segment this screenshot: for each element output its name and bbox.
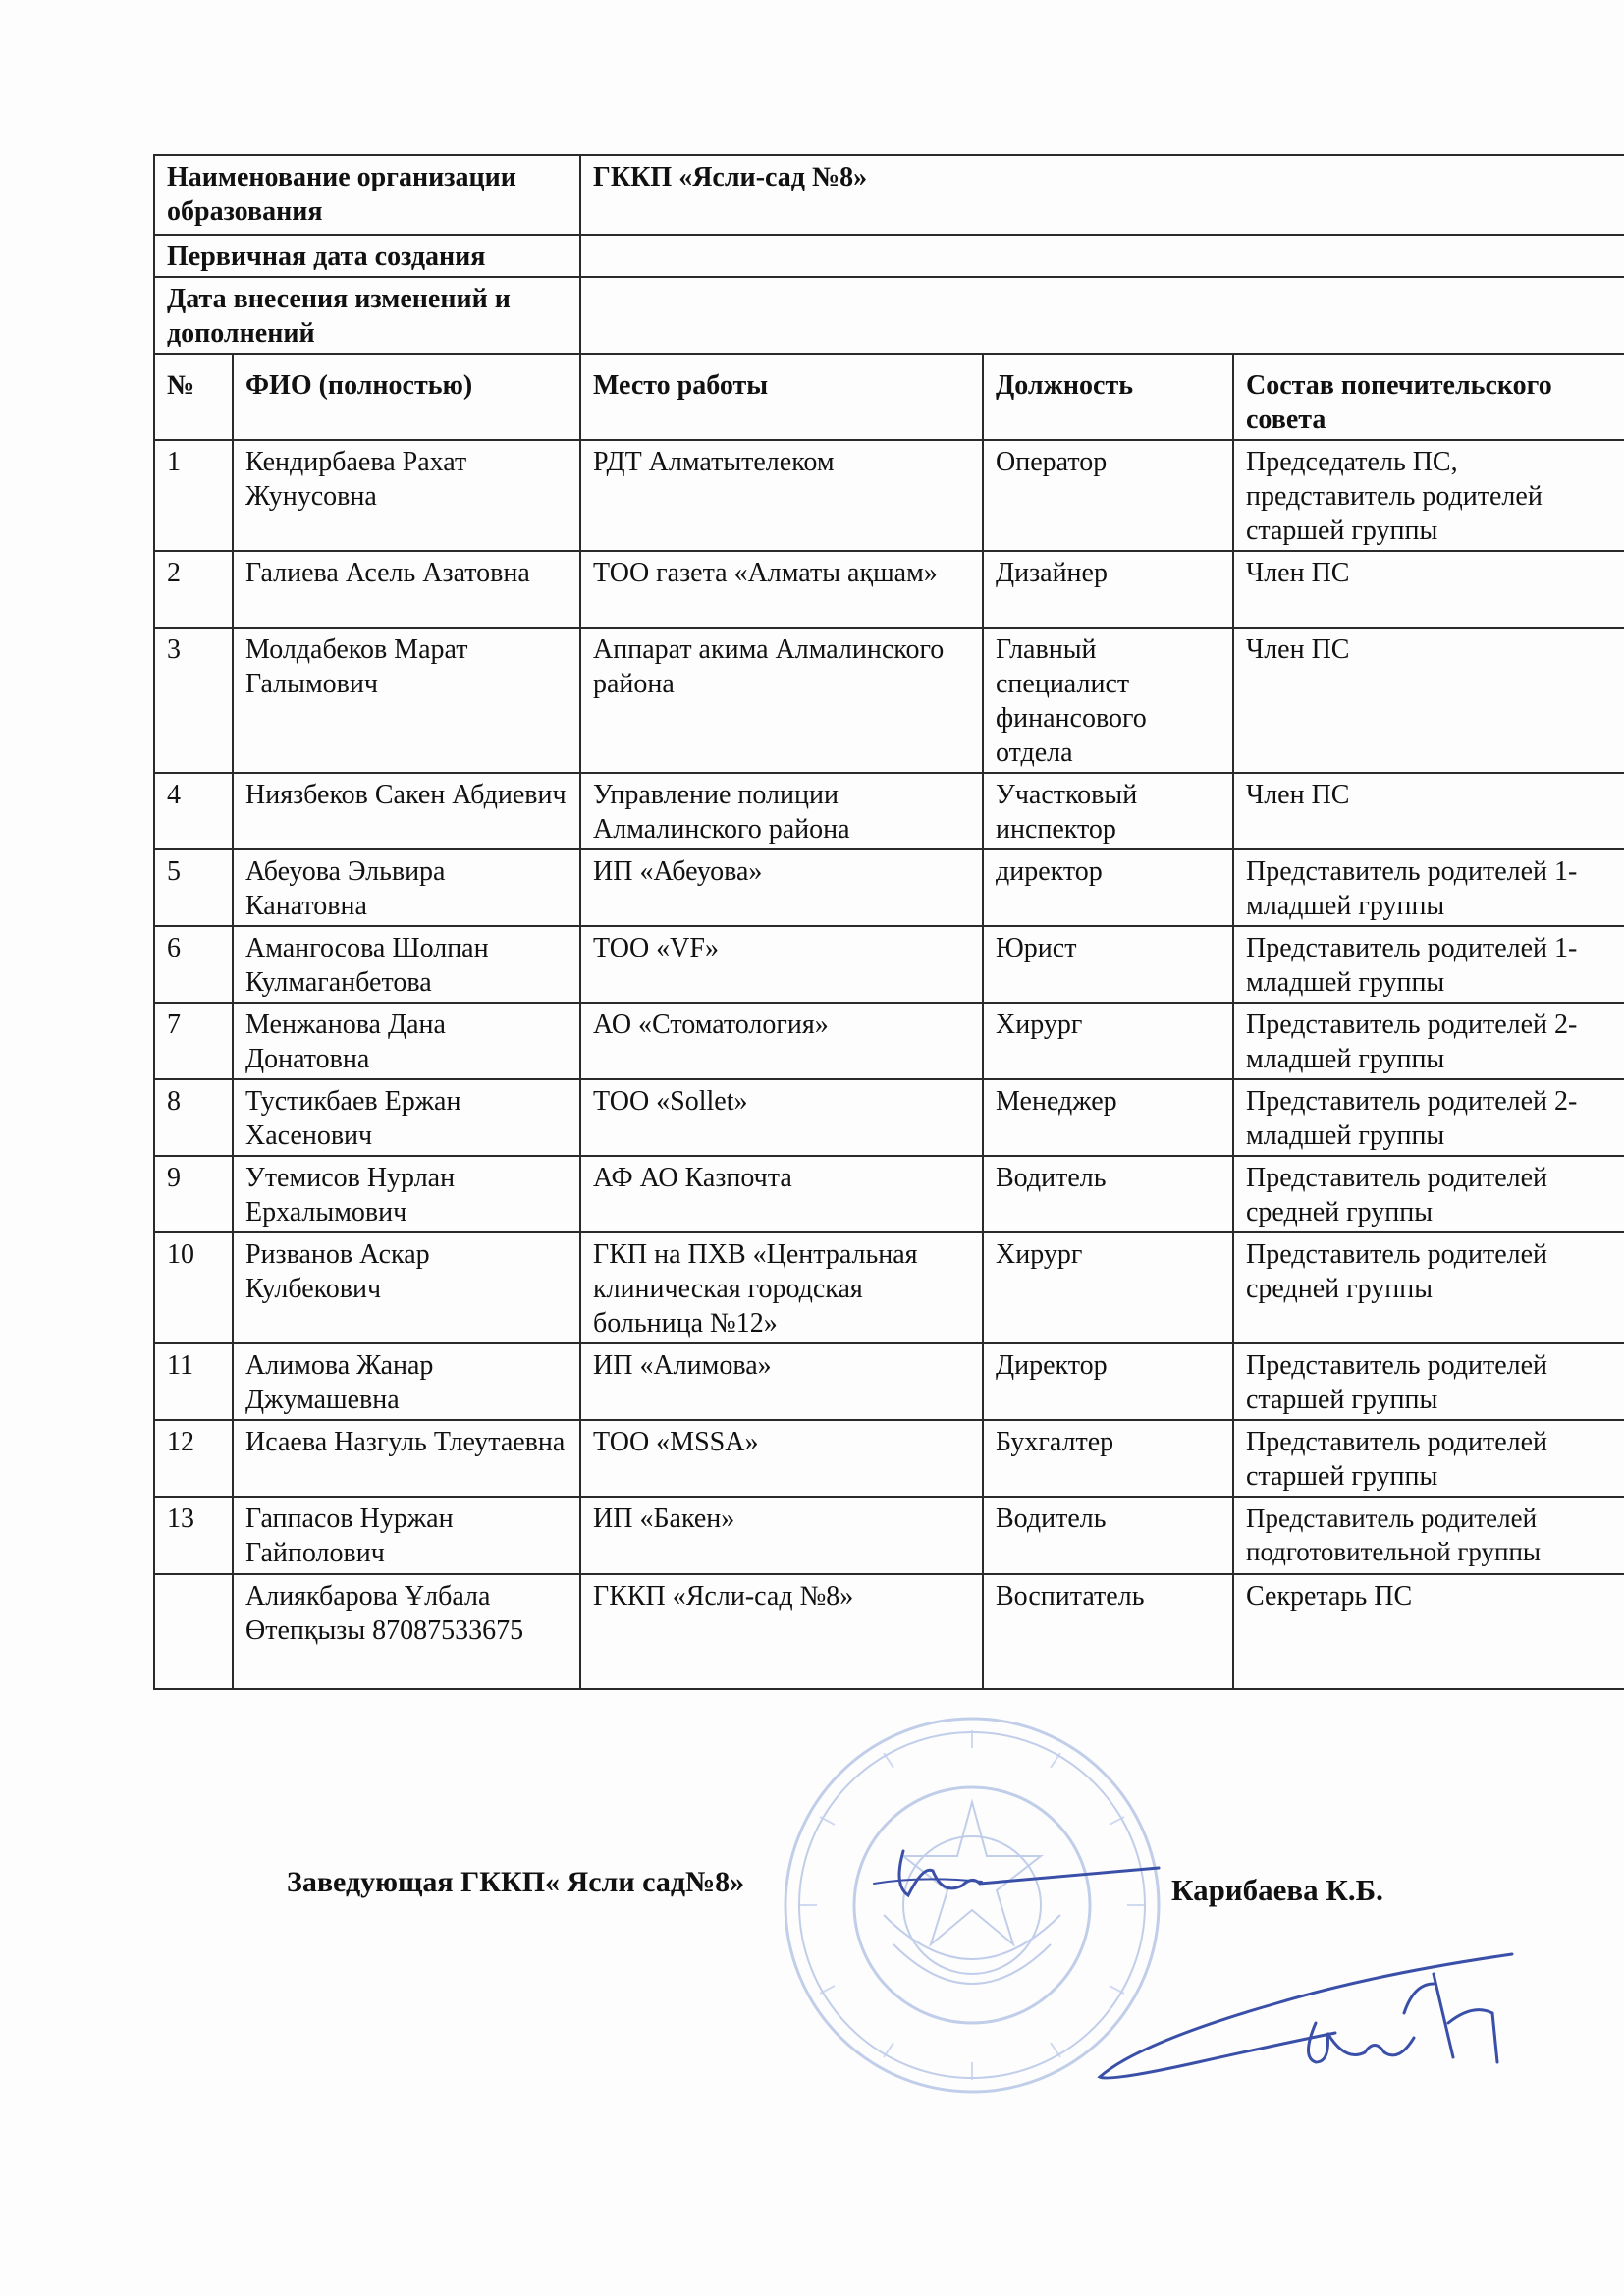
cell-work: ГККП «Ясли-сад №8» bbox=[580, 1574, 983, 1689]
cell-fio: Гаппасов Нуржан Гайполович bbox=[233, 1497, 580, 1574]
cell-position: Главный специалист финансового отдела bbox=[983, 628, 1233, 773]
cell-work: Управление полиции Алмалинского района bbox=[580, 773, 983, 849]
cell-num: 7 bbox=[154, 1003, 233, 1079]
changes-value bbox=[580, 277, 1624, 354]
table-row bbox=[154, 1343, 1624, 1420]
cell-work: ИП «Бакен» bbox=[580, 1497, 983, 1574]
cell-fio: Менжанова Дана Донатовна bbox=[233, 1003, 580, 1079]
column-header-row bbox=[154, 354, 1624, 440]
cell-council: Представитель родителей 2- младшей группы bbox=[1233, 1079, 1624, 1156]
cell-council: Секретарь ПС bbox=[1233, 1574, 1624, 1689]
cell-work: ТОО «VF» bbox=[580, 926, 983, 1003]
cell-work: ТОО газета «Алматы ақшам» bbox=[580, 551, 983, 628]
cell-council: Член ПС bbox=[1233, 773, 1624, 849]
cell-num: 6 bbox=[154, 926, 233, 1003]
cell-num: 9 bbox=[154, 1156, 233, 1232]
cell-num: 12 bbox=[154, 1420, 233, 1497]
table-row bbox=[154, 551, 1624, 628]
changes-label: Дата внесения изменений и дополнений bbox=[154, 277, 580, 354]
cell-position: Водитель bbox=[983, 1156, 1233, 1232]
org-row bbox=[154, 155, 1624, 235]
cell-num: 13 bbox=[154, 1497, 233, 1574]
cell-position: Юрист bbox=[983, 926, 1233, 1003]
cell-num: 2 bbox=[154, 551, 233, 628]
cell-position: Участковый инспектор bbox=[983, 773, 1233, 849]
cell-council: Представитель родителей 1- младшей группы bbox=[1233, 926, 1624, 1003]
table-row bbox=[154, 1079, 1624, 1156]
cell-fio: Алиякбарова Ұлбала Өтепқызы 87087533675 bbox=[233, 1574, 580, 1689]
cell-work: АФ АО Казпочта bbox=[580, 1156, 983, 1232]
table-row bbox=[154, 926, 1624, 1003]
cell-council: Председатель ПС, представитель родителей старшей группы bbox=[1233, 440, 1624, 551]
cell-work: ИП «Абеуова» bbox=[580, 849, 983, 926]
cell-fio: Утемисов Нурлан Ерхалымович bbox=[233, 1156, 580, 1232]
changes-row bbox=[154, 277, 1624, 354]
table-row bbox=[154, 440, 1624, 551]
cell-work: ГКП на ПХВ «Центральная клиническая городская больница №12» bbox=[580, 1232, 983, 1343]
cell-council: Представитель родителей старшей группы bbox=[1233, 1343, 1624, 1420]
cell-position: директор bbox=[983, 849, 1233, 926]
council-table bbox=[153, 154, 1624, 1690]
cell-position: Воспитатель bbox=[983, 1574, 1233, 1689]
cell-num: 11 bbox=[154, 1343, 233, 1420]
cell-position: Директор bbox=[983, 1343, 1233, 1420]
cell-fio: Абеуова Эльвира Канатовна bbox=[233, 849, 580, 926]
created-label: Первичная дата создания bbox=[154, 235, 580, 277]
cell-council: Член ПС bbox=[1233, 628, 1624, 773]
head-name: Карибаева К.Б. bbox=[1171, 1873, 1383, 1907]
table-row bbox=[154, 1003, 1624, 1079]
cell-num: 4 bbox=[154, 773, 233, 849]
cell-fio: Кендирбаева Рахат Жунусовна bbox=[233, 440, 580, 551]
cell-position: Водитель bbox=[983, 1497, 1233, 1574]
table-row bbox=[154, 628, 1624, 773]
cell-fio: Галиева Асель Азатовна bbox=[233, 551, 580, 628]
table-row bbox=[154, 1156, 1624, 1232]
table-row bbox=[154, 1232, 1624, 1343]
cell-position: Хирург bbox=[983, 1003, 1233, 1079]
created-value bbox=[580, 235, 1624, 277]
cell-council: Представитель родителей старшей группы bbox=[1233, 1420, 1624, 1497]
cell-fio: Амангосова Шолпан Кулмаганбетова bbox=[233, 926, 580, 1003]
cell-work: ТОО «Sollet» bbox=[580, 1079, 983, 1156]
cell-num: 8 bbox=[154, 1079, 233, 1156]
cell-position: Дизайнер bbox=[983, 551, 1233, 628]
table-row bbox=[154, 773, 1624, 849]
cell-council: Представитель родителей 1- младшей группы bbox=[1233, 849, 1624, 926]
col-header-num: № bbox=[154, 354, 233, 440]
head-title: Заведующая ГККП« Ясли сад№8» bbox=[287, 1866, 745, 1898]
org-label: Наименование организации образования bbox=[154, 155, 580, 235]
cell-num: 3 bbox=[154, 628, 233, 773]
cell-council: Представитель родителей подготовительной группы bbox=[1233, 1497, 1624, 1574]
cell-num: 5 bbox=[154, 849, 233, 926]
second-signature bbox=[1080, 1944, 1532, 2092]
cell-work: РДТ Алматытелеком bbox=[580, 440, 983, 551]
cell-work: АО «Стоматология» bbox=[580, 1003, 983, 1079]
cell-work: ИП «Алимова» bbox=[580, 1343, 983, 1420]
cell-position: Бухгалтер bbox=[983, 1420, 1233, 1497]
cell-position: Менеджер bbox=[983, 1079, 1233, 1156]
cell-num bbox=[154, 1574, 233, 1689]
cell-council: Представитель родителей средней группы bbox=[1233, 1232, 1624, 1343]
col-header-work: Место работы bbox=[580, 354, 983, 440]
table-row bbox=[154, 1497, 1624, 1574]
cell-fio: Молдабеков Марат Галымович bbox=[233, 628, 580, 773]
cell-fio: Исаева Назгуль Тлеутаевна bbox=[233, 1420, 580, 1497]
table-row bbox=[154, 1420, 1624, 1497]
col-header-council: Состав попечительского совета bbox=[1233, 354, 1624, 440]
col-header-fio: ФИО (полностью) bbox=[233, 354, 580, 440]
cell-position: Хирург bbox=[983, 1232, 1233, 1343]
cell-council: Член ПС bbox=[1233, 551, 1624, 628]
cell-position: Оператор bbox=[983, 440, 1233, 551]
cell-fio: Алимова Жанар Джумашевна bbox=[233, 1343, 580, 1420]
org-value: ГККП «Ясли-сад №8» bbox=[580, 155, 1624, 235]
head-signature bbox=[864, 1827, 1188, 1925]
cell-fio: Ниязбеков Сакен Абдиевич bbox=[233, 773, 580, 849]
cell-council: Представитель родителей 2- младшей группы bbox=[1233, 1003, 1624, 1079]
cell-work: Аппарат акима Алмалинского района bbox=[580, 628, 983, 773]
cell-num: 10 bbox=[154, 1232, 233, 1343]
cell-num: 1 bbox=[154, 440, 233, 551]
cell-work: ТОО «MSSA» bbox=[580, 1420, 983, 1497]
cell-fio: Ризванов Аскар Кулбекович bbox=[233, 1232, 580, 1343]
table-row bbox=[154, 849, 1624, 926]
created-row bbox=[154, 235, 1624, 277]
col-header-position: Должность bbox=[983, 354, 1233, 440]
table-row bbox=[154, 1574, 1624, 1689]
cell-fio: Тустикбаев Ержан Хасенович bbox=[233, 1079, 580, 1156]
cell-council: Представитель родителей средней группы bbox=[1233, 1156, 1624, 1232]
